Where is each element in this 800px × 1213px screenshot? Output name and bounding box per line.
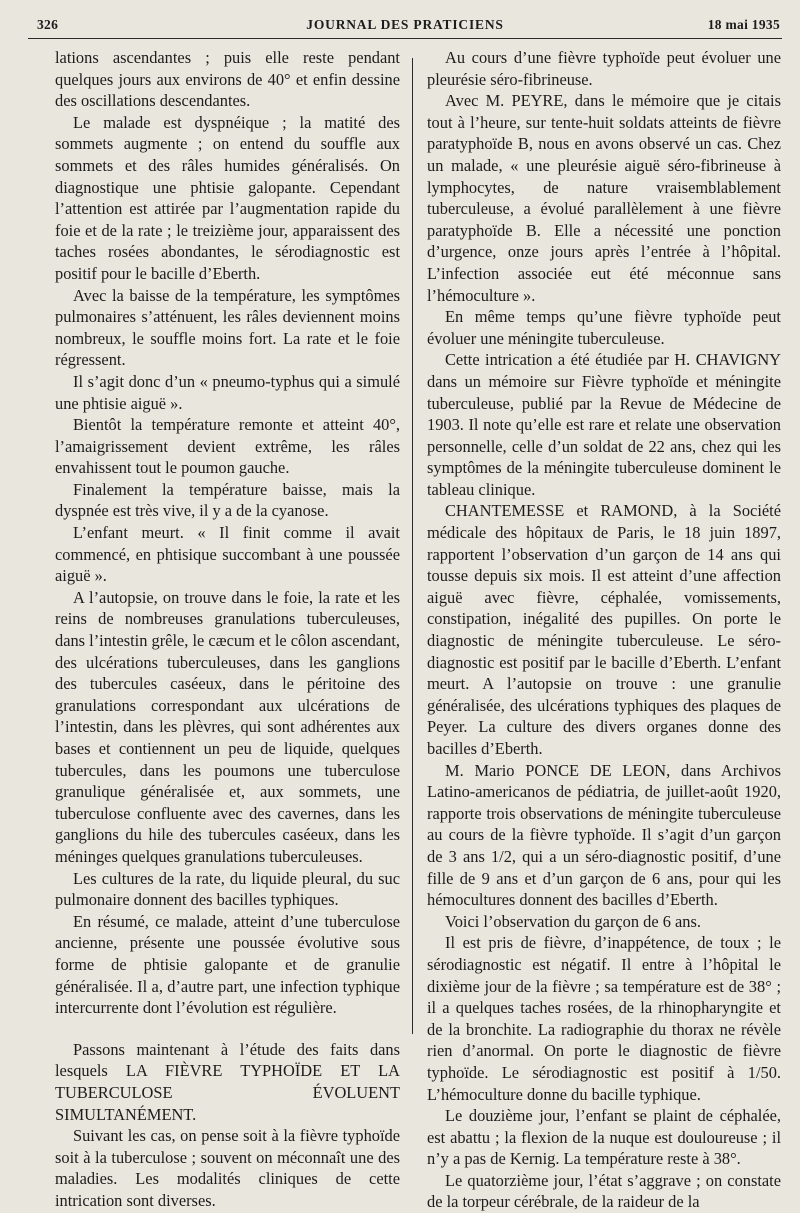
page-header — [28, 12, 782, 39]
paragraph: Il est pris de fièvre, d’inappétence, de toux ; le sérodiagnostic est négatif. Il entre à l’hôpital le dixième jour de la fièvre ; sa température est de 38° ; il a quelques taches rosées, de la rhinopharyngite et de la bronchite. La radiographie du thorax ne révèle rien d’anormal. On porte le diagnostic de fièvre typhoïde. Le sérodiagnostic est positif à 1/50. L’hémoculture donne du bacille typhique. — [427, 933, 781, 1104]
paragraph: Le malade est dyspnéique ; la matité des sommets augmente ; on entend du souffle aux sommets et des râles humides généralisés. On diagnostique une phtisie galopante. Cependant l’attention est attirée par l’augmentation rapide du foie et de la rate ; le treizième jour, apparaissent des taches rosées abondantes, le sérodiagnostic est positif pour le bacille d’Eberth. — [55, 112, 400, 283]
paragraph: Avec la baisse de la température, les symptômes pulmonaires s’atténuent, les râles deviennent moins nombreux, le souffle moins fort. La rate et le foie régressent. — [55, 285, 400, 370]
paragraph: Il s’agit donc d’un « pneumo-typhus qui a simulé une phtisie aiguë ». — [55, 371, 400, 413]
issue-date: 18 mai 1935 — [707, 17, 780, 32]
paragraph: Avec M. PEYRE, dans le mémoire que je citais tout à l’heure, sur tente-huit soldats atteints de fièvre paratyphoïde B, nous en avons observé un cas. Chez un malade, « une pleurésie aiguë séro-fibrineuse à lymphocytes, de nature vraisemblablement tuberculeuse, a évolué parallèlement à une fièvre paratyphoïde B. Elle a nécessité une ponction d’urgence, onze jours après l’entrée à l’hôpital. L’infection associée eut été méconnue sans l’hémoculture ». — [427, 91, 781, 305]
paragraph: Les cultures de la rate, du liquide pleural, du suc pulmonaire donnent des bacilles typhiques. — [55, 868, 400, 910]
paragraph: Bientôt la température remonte et atteint 40°, l’amaigrissement devient extrême, les râles envahissent tout le poumon gauche. — [55, 415, 400, 478]
paragraph: Voici l’observation du garçon de 6 ans. — [445, 911, 701, 931]
paragraph: M. Mario PONCE DE LEON, dans Archivos Latino-americanos de pédiatria, de juillet-août 1920, rapporte trois observations de méningite tuberculeuse au cours de la fièvre typhoïde. Il s’agit d’un garçon de 3 ans 1/2, qui a un séro-diagnostic positif, d’une fille de 9 ans et d’un garçon de 6 ans, pour qui les hémocultures donnent des bacilles d’Eberth. — [427, 760, 781, 910]
right-column — [427, 47, 781, 1213]
page-number: 326 — [37, 17, 59, 32]
paragraph: Suivant les cas, on pense soit à la fièvre typhoïde soit à la tuberculose ; souvent on méconnaît une des maladies. Les modalités cliniques de cette intrication sont diverses. — [55, 1126, 400, 1210]
paragraph: L’enfant meurt. « Il finit comme il avait commencé, en phtisique succombant à une poussée aiguë ». — [55, 523, 400, 586]
paragraph: En même temps qu’une fièvre typhoïde peut évoluer une méningite tuberculeuse. — [427, 307, 781, 348]
paragraph: En résumé, ce malade, atteint d’une tuberculose ancienne, présente une poussée évolutive sous forme de phtisie galopante et de granulie généralisée. Il a, d’autre part, une infection typhique intercurrente dont l’évolution est régulière. — [55, 911, 400, 1018]
column-divider — [412, 58, 413, 1034]
paragraph: Le douzième jour, l’enfant se plaint de céphalée, est abattu ; la flexion de la nuque est douloureuse ; il n’y a pas de Kernig. La température reste à 38°. — [427, 1106, 781, 1169]
paragraph: Cette intrication a été étudiée par H. CHAVIGNY dans un mémoire sur Fièvre typhoïde et méningite tuberculeuse, publié par la Revue de Médecine de 1903. Il note qu’elle est rare et relate une observation personnelle, celle d’un soldat de 22 ans, chez qui les symptômes de la méningite tuberculeuse dominent le tableau clinique. — [427, 350, 781, 499]
paragraph: A l’autopsie, on trouve dans le foie, la rate et les reins de nombreuses granulations tuberculeuses, dans l’intestin grêle, le cæcum et le côlon ascendant, des ulcérations tuberculeuses, dans les ganglions des tubercules caséeux, dans le péritoine des granulations correspondant aux ulcérations de l’intestin, dans les plèvres, qui sont adhérentes aux bases et contiennent un peu de liquide, quelques tubercules, dans les poumons une tuberculose granulique généralisée et, aux sommets, une tuberculose confluente avec des cavernes, dans les ganglions du hile des tubercules caséeux, dans les méninges quelques granulations tuberculeuses. — [55, 587, 400, 866]
journal-title: JOURNAL DES PRATICIENS — [306, 17, 504, 32]
paragraph: Au cours d’une fièvre typhoïde peut évoluer une pleurésie séro-fibrineuse. — [427, 48, 781, 89]
section-intro-paragraph: Passons maintenant à l’étude des faits dans lesquels LA FIÈVRE TYPHOÏDE ET LA TUBERCULOSE ÉVOLUENT SIMULTANÉMENT. — [55, 1039, 400, 1124]
paragraph: Finalement la température baisse, mais la dyspnée est très vive, il y a de la cyanose. — [55, 479, 400, 521]
paragraph: CHANTEMESSE et RAMOND, à la Société médicale des hôpitaux de Paris, le 18 juin 1897, rapportent l’observation d’un garçon de 14 ans qui tousse depuis six mois. Il est atteint d’une affection aiguë avec fièvre, céphalée, vomissements, constipation, inégalité des pupilles. On porte le diagnostic de méningite tuberculeuse. Le séro-diagnostic est positif par le bacille d’Eberth. L’enfant meurt. A l’autopsie on trouve : une granulie généralisée, des ulcérations typhiques des plaques de Peyer. La culture des divers organes donne des bacilles d’Eberth. — [427, 501, 781, 758]
left-column — [55, 47, 400, 1211]
paragraph: Le quatorzième jour, l’état s’aggrave ; on constate de la torpeur cérébrale, de la raideur de la — [427, 1170, 781, 1212]
paragraph: lations ascendantes ; puis elle reste pendant quelques jours aux environs de 40° et enfin dessine des oscillations descendantes. — [55, 48, 400, 111]
